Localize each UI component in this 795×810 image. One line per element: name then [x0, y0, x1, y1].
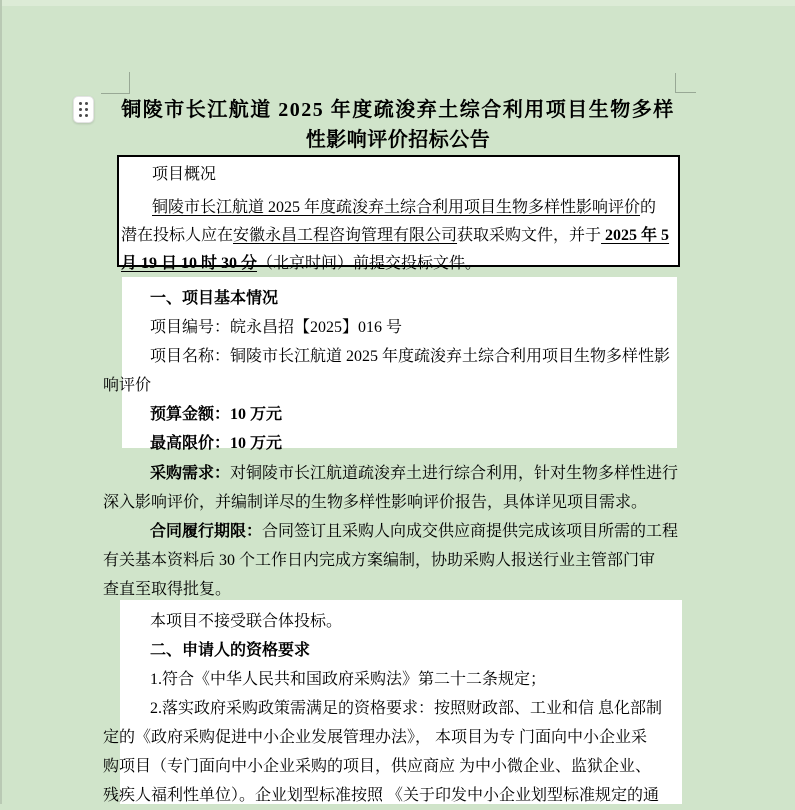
text-run: 查直至取得批复。	[103, 581, 232, 598]
window-left-edge	[0, 0, 2, 804]
document-title-line1: 铜陵市长江航道 2025 年度疏浚弃土综合利用项目生物多样	[121, 99, 675, 121]
text-run: 获取采购文件，并于	[457, 227, 602, 244]
text-run: 预算金额：10 万元	[150, 406, 283, 423]
text-run: 合同签订且采购人向成交供应商提供完成该项目所需的工程	[262, 523, 679, 540]
drag-handle-icon[interactable]	[73, 96, 94, 123]
text-run: 采购需求：	[150, 465, 231, 482]
text-line	[121, 250, 678, 278]
text-run: 响评价	[103, 377, 152, 394]
text-line	[121, 222, 678, 250]
text-line	[103, 459, 689, 488]
text-run: 项目名称：铜陵市长江航道 2025 年度疏浚弃土综合利用项目生物多样性影	[150, 348, 671, 365]
text-line	[103, 342, 689, 371]
text-run: 对铜陵市长江航道疏浚弃土进行综合利用，针对生物多样性进行	[230, 465, 679, 482]
text-line	[121, 194, 678, 222]
text-run: 潜在投标人应在	[121, 227, 234, 244]
text-line	[103, 400, 689, 429]
margin-corner-mark-top-left	[101, 72, 130, 94]
text-run: 铜陵市长江航道 2025 年度疏浚弃土综合利用项目生物多样性影响评价	[152, 199, 641, 216]
document-title	[95, 95, 701, 155]
text-run: 的	[640, 199, 657, 216]
text-run: 残疾人福利性单位）。企业划型标准按照 《关于印发中小企业划型标准规定的通	[103, 787, 660, 804]
text-line	[103, 488, 689, 517]
text-run: 合同履行期限：	[150, 523, 263, 540]
text-line	[103, 694, 689, 723]
window-top-edge	[0, 0, 795, 6]
text-run: 深入影响评价，并编制详尽的生物多样性影响评价报告，具体详见项目需求。	[103, 494, 648, 511]
text-run: 月 19 日 10 时 30 分	[121, 255, 258, 272]
text-line	[103, 371, 689, 400]
text-line	[103, 723, 689, 752]
text-run: 定的《政府采购促进中小企业发展管理办法》， 本项目为专 门面向中小企业采	[103, 729, 648, 746]
text-run: （北京时间）前提交投标文件。	[257, 255, 482, 272]
text-run: 二、申请人的资格要求	[150, 642, 311, 659]
text-run: 本项目不接受联合体投标。	[150, 613, 343, 630]
text-run: 一、项目基本情况	[150, 290, 279, 307]
text-run: 项目概况	[152, 166, 217, 183]
text-line	[103, 517, 689, 546]
section-requirements	[103, 448, 689, 604]
project-overview-box	[117, 155, 680, 272]
text-run: 购项目（专门面向中小企业采购的项目，供应商应 为中小微企业、监狱企业、	[103, 758, 652, 775]
section-basic-info	[103, 277, 689, 458]
text-run: 安徽永昌工程咨询管理有限公司	[233, 227, 458, 244]
text-line	[103, 665, 689, 694]
text-line	[103, 636, 689, 665]
text-line	[103, 546, 689, 575]
section-qualification	[103, 600, 689, 810]
text-run: 项目编号：皖永昌招【2025】016 号	[150, 319, 403, 336]
text-run: 最高限价：10 万元	[150, 435, 283, 452]
text-run: 有关基本资料后 30 个工作日内完成方案编制，协助采购人报送行业主管部门审	[103, 552, 656, 569]
text-line	[103, 313, 689, 342]
text-line	[103, 781, 689, 810]
text-line	[103, 284, 689, 313]
margin-corner-mark-top-right	[675, 73, 696, 93]
text-line	[103, 607, 689, 636]
text-run: 2.落实政府采购政策需满足的资格要求：按照财政部、工业和信 息化部制	[150, 700, 663, 717]
text-line	[121, 161, 678, 189]
text-line	[103, 752, 689, 781]
text-run: 2025 年 5	[601, 227, 670, 244]
text-run: 1.符合《中华人民共和国政府采购法》第二十二条规定；	[150, 671, 547, 688]
document-title-line2: 性影响评价招标公告	[305, 129, 491, 151]
